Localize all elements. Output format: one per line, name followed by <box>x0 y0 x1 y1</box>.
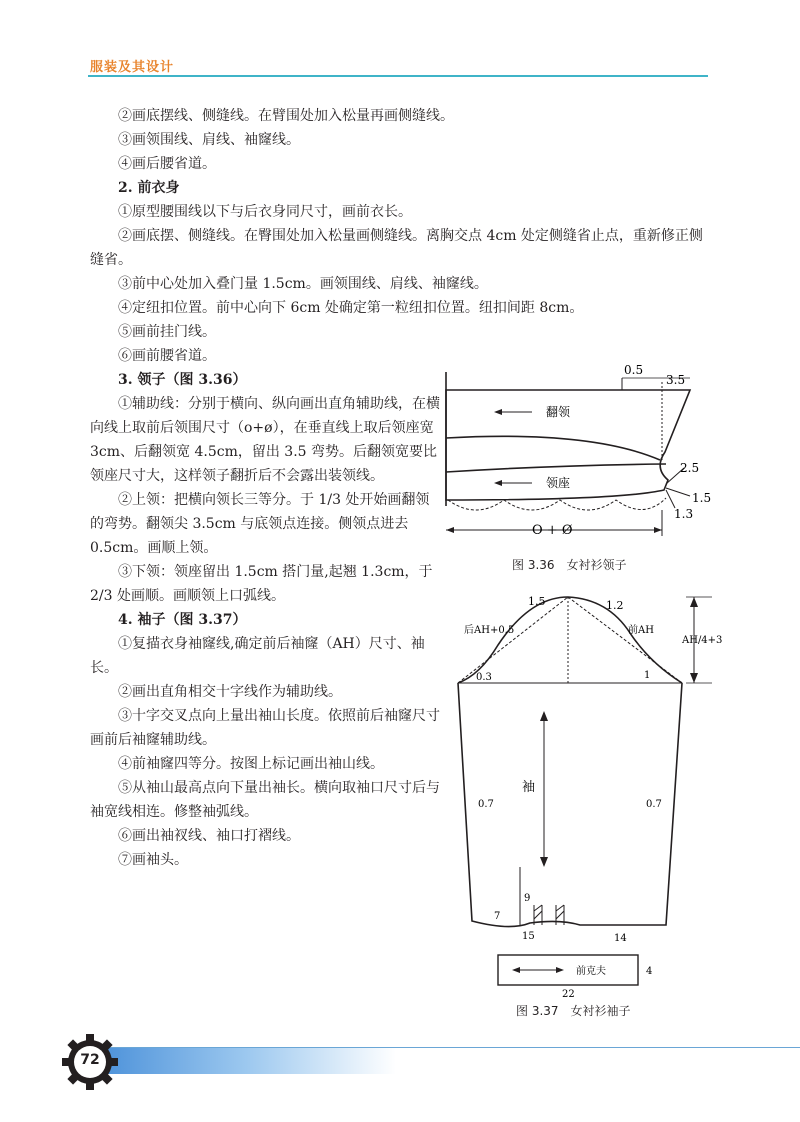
sleeve-label-14: 14 <box>614 933 627 944</box>
sleeve-label-back-ah: 后AH+0.5 <box>464 625 515 636</box>
collar-label-fanling: 翻领 <box>546 405 571 419</box>
paragraph: ③十字交叉点向上量出袖山长度。依照前后袖窿尺寸画前后袖窿辅助线。 <box>90 708 440 748</box>
sleeve-label-right-0-7: 0.7 <box>646 799 662 810</box>
paragraph: ②画底摆线、侧缝线。在臂围处加入松量再画侧缝线。 <box>118 108 454 124</box>
body-text-left <box>90 368 440 872</box>
sleeve-label-7: 7 <box>494 911 501 922</box>
page-number: 72 <box>80 1052 100 1068</box>
collar-label-1-3: 1.3 <box>674 507 694 521</box>
figure-3-37-caption: 图 3.37 女衬衫袖子 <box>516 1004 631 1018</box>
section-heading: 2. 前衣身 <box>118 180 180 196</box>
paragraph: ③画领围线、肩线、袖窿线。 <box>118 132 300 148</box>
paragraph: ⑥画前腰省道。 <box>118 348 216 364</box>
sleeve-label-1-5: 1.5 <box>528 595 546 608</box>
cuff-label-4: 4 <box>646 966 653 977</box>
sleeve-label-left-0-7: 0.7 <box>478 799 494 810</box>
paragraph: ④定纽扣位置。前中心向下 6cm 处确定第一粒纽扣位置。纽扣间距 8cm。 <box>118 300 584 316</box>
cuff-label-22: 22 <box>562 989 575 1000</box>
section-heading: 4. 袖子（图 3.37） <box>118 612 247 628</box>
sleeve-figure <box>450 585 750 1005</box>
collar-figure <box>440 360 720 550</box>
paragraph: ③前中心处加入叠门量 1.5cm。画领围线、肩线、袖窿线。 <box>118 276 488 292</box>
section-heading: 3. 领子（图 3.36） <box>118 372 247 388</box>
paragraph: ⑤从袖山最高点向下量出袖长。横向取袖口尺寸后与袖宽线相连。修整袖弧线。 <box>90 780 440 820</box>
paragraph: ⑤画前挂门线。 <box>118 324 216 340</box>
paragraph: ④画后腰省道。 <box>118 156 216 172</box>
sleeve-label-15: 15 <box>522 931 535 942</box>
collar-fold-line <box>446 436 660 460</box>
sleeve-label-cap-height: AH/4+3 <box>682 635 723 646</box>
body-text-top <box>90 104 710 368</box>
header-rule <box>88 75 708 77</box>
sleeve-label-9: 9 <box>524 893 531 904</box>
footer-gradient-bar <box>96 1044 800 1074</box>
paragraph: ①复描衣身袖窿线,确定前后袖窿（AH）尺寸、袖长。 <box>90 636 425 676</box>
sleeve-label-xiu: 袖 <box>522 780 536 795</box>
collar-label-0-5: 0.5 <box>624 363 644 377</box>
paragraph: ①原型腰围线以下与后衣身同尺寸，画前衣长。 <box>118 204 412 220</box>
running-header-title: 服装及其设计 <box>90 60 175 75</box>
paragraph: ⑦画袖头。 <box>118 852 188 868</box>
sleeve-label-1: 1 <box>644 670 651 681</box>
figure-3-36-caption: 图 3.36 女衬衫领子 <box>512 558 627 572</box>
paragraph: ④前袖窿四等分。按图上标记画出袖山线。 <box>118 756 384 772</box>
collar-label-2-5: 2.5 <box>680 461 700 475</box>
paragraph: ③下领：领座留出 1.5cm 搭门量,起翘 1.3cm，于 2/3 处画顺。画顺领上口弧线。 <box>90 564 433 604</box>
collar-stand-line <box>446 464 666 472</box>
collar-label-1-5: 1.5 <box>692 491 712 505</box>
sleeve-label-1-2: 1.2 <box>606 599 624 612</box>
sleeve-label-front-ah: 前AH <box>628 625 654 636</box>
collar-label-3-5: 3.5 <box>666 373 686 387</box>
cuff-label: 前克夫 <box>576 966 606 977</box>
collar-label-width: O + Ø <box>532 523 573 538</box>
paragraph: ②画底摆、侧缝线。在臀围处加入松量画侧缝线。离胸交点 4cm 处定侧缝省止点，重新修正侧缝省。 <box>90 228 703 268</box>
sleeve-label-0-3: 0.3 <box>476 672 492 683</box>
paragraph: ②上领：把横向领长三等分。于 1/3 处开始画翻领的弯势。翻领尖 3.5cm 与底领点连接。侧领点进去 0.5cm。画顺上领。 <box>90 492 430 556</box>
paragraph: ⑥画出袖衩线、袖口打褶线。 <box>118 828 300 844</box>
paragraph: ①辅助线：分别于横向、纵向画出直角辅助线，在横向线上取前后领围尺寸（o+ø），在垂直线上取后领座宽 3cm、后翻领宽 4.5cm，留出 3.5 弯势。后翻领宽要比领座尺寸大，这样领子翻折后不会露出装领线。 <box>90 396 440 484</box>
paragraph: ②画出直角相交十字线作为辅助线。 <box>118 684 342 700</box>
collar-label-lingzuo: 领座 <box>546 476 571 490</box>
